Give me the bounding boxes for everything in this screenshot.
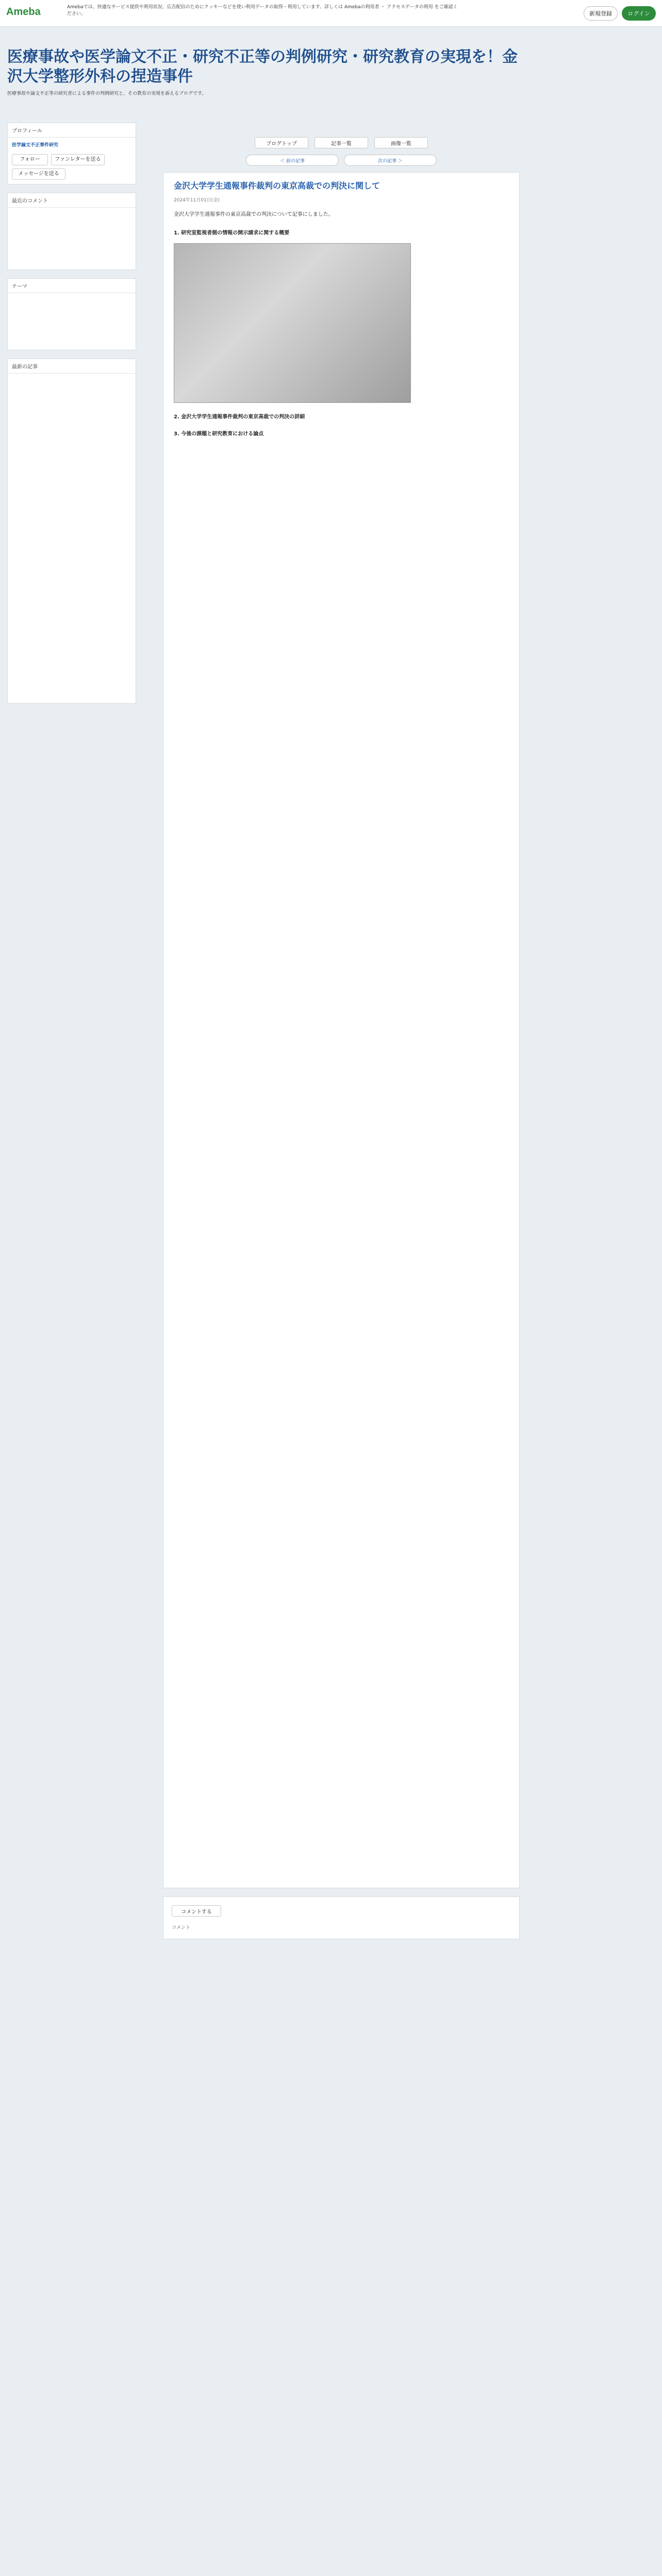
article-heading: 3. 今後の課題と研究教育における論点 (174, 431, 264, 437)
comment-button[interactable]: コメントする (172, 1905, 221, 1917)
article-photo (174, 243, 411, 403)
cookie-notice: Amebaでは、快適なサービス提供や利用状況、広告配信のためにクッキーなどを使い利用データの取得・利用しています。詳しくは Amebaの利用者 ・ アクセスデータの利用 をご確認ください。 (67, 5, 458, 16)
main-content (163, 101, 520, 1939)
ameba-logo[interactable]: Ameba (6, 6, 41, 18)
comment-section (163, 1896, 520, 1939)
blog-title[interactable]: 医療事故や医学論文不正・研究不正等の判例研究・研究教育の実現を！金沢大学整形外科の捏造事件 (7, 48, 518, 85)
fanletter-button[interactable]: ファンレターを送る (51, 154, 105, 165)
blog-top-button[interactable]: ブログトップ (255, 137, 308, 148)
next-entry-button[interactable]: 次の記事 ＞ (344, 155, 437, 166)
article-paragraph: 金沢大学学生通報事件の東京高裁での判決について記事にしました。 (174, 212, 334, 217)
comment-title: コメント (172, 1925, 191, 1930)
recent-comments-panel (7, 193, 136, 270)
profile-name[interactable]: 医学論文不正事件研究 (12, 143, 59, 148)
article-heading: 2. 金沢大学学生通報事件裁判の東京高裁での判決の詳細 (174, 414, 305, 420)
article-title[interactable]: 金沢大学学生通報事件裁判の東京高裁での判決に関して (174, 182, 380, 191)
profile-panel (7, 123, 136, 184)
entry-list-button[interactable]: 記事一覧 (315, 137, 368, 148)
profile-title: プロフィール (8, 123, 136, 138)
prev-entry-button[interactable]: ＜ 前の記事 (246, 155, 339, 166)
recent-comments-title: 最近のコメント (8, 193, 136, 208)
theme-title: テーマ (8, 279, 136, 293)
article-meta: 2024年11月01日(金) (174, 198, 220, 203)
recent-entries-title: 最新の記事 (8, 359, 136, 374)
image-list-button[interactable]: 画像一覧 (374, 137, 428, 148)
message-button[interactable]: メッセージを送る (12, 168, 65, 180)
register-button[interactable]: 新規登録 (584, 6, 618, 21)
article-heading: 1. 研究室監視者側の情報の開示請求に関する概要 (174, 230, 290, 236)
site-header (0, 0, 662, 27)
recent-entries-panel (7, 359, 136, 704)
sidebar (7, 123, 136, 712)
article (163, 172, 520, 1888)
theme-panel (7, 278, 136, 350)
blog-description: 医療事故や論文不正等の研究者による事件の判例研究と、その教育の実現を訴えるブログです。 (7, 91, 207, 96)
follow-button[interactable]: フォロー (12, 154, 48, 165)
login-button[interactable]: ログイン (622, 6, 656, 21)
